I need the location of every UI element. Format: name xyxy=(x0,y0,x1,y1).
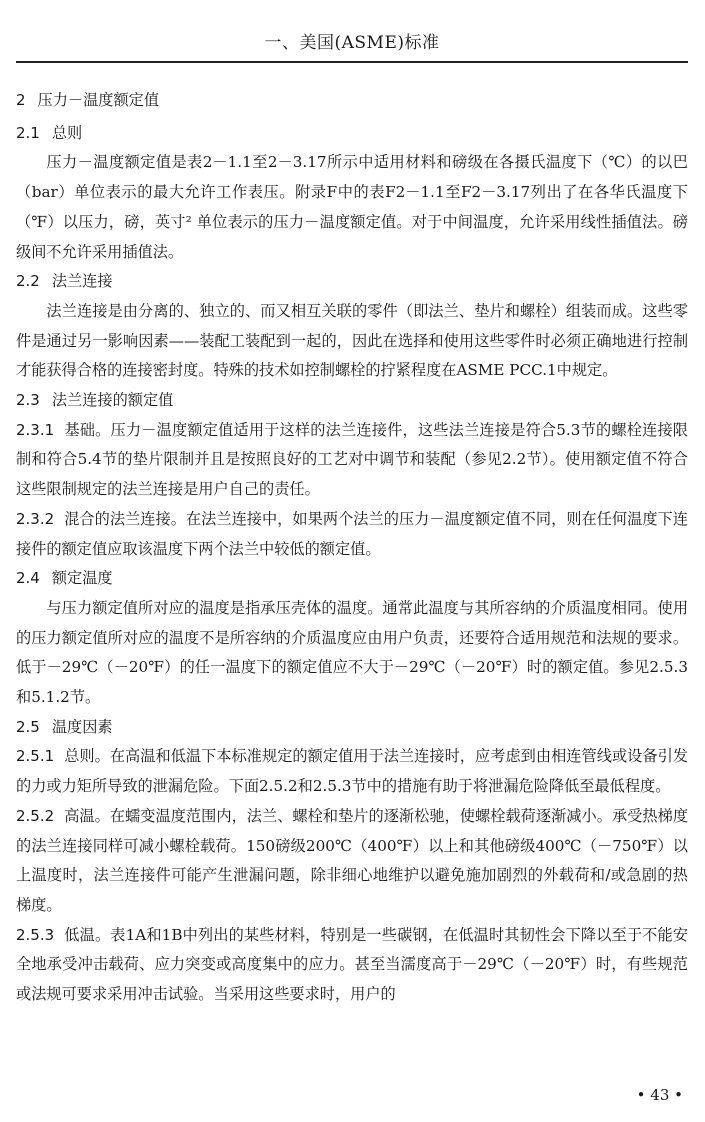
section-heading-2-4 xyxy=(16,564,688,594)
section-heading-2-5 xyxy=(16,713,688,743)
subsection-number: 2.5.3 xyxy=(16,925,55,944)
section-title: 总则 xyxy=(51,123,83,142)
running-header: 一、美国(ASME)标准 xyxy=(264,33,440,53)
subsection-text: 混合的法兰连接。在法兰连接中，如果两个法兰的压力－温度额定值不同，则在任何温度下连接件的额定值应取该温度下两个法兰中较低的额定值。 xyxy=(16,509,688,558)
section-heading-2-1 xyxy=(16,119,688,149)
section-number: 2.4 xyxy=(16,569,40,588)
subsection-text: 高温。在蠕变温度范围内，法兰、螺栓和垫片的逐渐松驰，使螺栓载荷逐渐减小。承受热梯度的法兰连接同样可减小螺栓载荷。150磅级200℃（400℉）以上和其他磅级400℃（－750℉）以上温度时，法兰连接件可能产生泄漏问题，除非细心地维护以避免施加剧烈的外载荷和/或急剧的热梯度。 xyxy=(16,806,688,914)
section-heading-2-3 xyxy=(16,386,688,416)
section-title: 额定温度 xyxy=(51,569,113,588)
section-number: 2.3 xyxy=(16,391,40,410)
subsection-text: 基础。压力－温度额定值适用于这样的法兰连接件，这些法兰连接是符合5.3节的螺栓连接限制和符合5.4节的垫片限制并且是按照良好的工艺对中调节和装配（参见2.2节）。使用额定值不符合这些限制规定的法兰连接是用户自己的责任。 xyxy=(16,420,688,499)
chapter-heading xyxy=(16,86,688,116)
section-heading-2-2 xyxy=(16,267,688,297)
page-body xyxy=(16,86,688,1010)
page-number: • 43 • xyxy=(636,1086,683,1104)
paragraph-2-5-1 xyxy=(16,742,688,801)
subsection-text: 低温。表1A和1B中列出的某些材料，特别是一些碳钢，在低温时其韧性会下降以至于不能安全地承受冲击载荷、应力突变或高度集中的应力。甚至当濡度高于－29℃（－20℉）时，有些规范或法规可要求采用冲击试验。当采用这些要求时，用户的 xyxy=(16,925,688,1004)
paragraph-2-2: 法兰连接是由分离的、独立的、而又相互关联的零件（即法兰、垫片和螺栓）组装而成。这些零件是通过另一影响因素——装配工装配到一起的，因此在选择和使用这些零件时必须正确地进行控制才能获得合格的连接密封度。特殊的技术如控制螺栓的拧紧程度在ASME PCC.1中规定。 xyxy=(16,301,688,380)
subsection-number: 2.3.2 xyxy=(16,509,55,528)
paragraph-2-5-3 xyxy=(16,921,688,1010)
section-title: 法兰连接的额定值 xyxy=(51,391,174,410)
subsection-text: 总则。在高温和低温下本标准规定的额定值用于法兰连接时，应考虑到由相连管线或设备引发的力或力矩所导致的泄漏危险。下面2.5.2和2.5.3节中的措施有助于将泄漏危险降低至最低程度。 xyxy=(16,747,688,796)
section-number: 2.2 xyxy=(16,272,40,291)
header-rule xyxy=(16,61,688,63)
chapter-number: 2 xyxy=(16,91,26,109)
section-title: 温度因素 xyxy=(51,717,113,736)
section-title: 法兰连接 xyxy=(51,272,113,291)
chapter-title: 压力－温度额定值 xyxy=(37,91,160,109)
subsection-number: 2.5.1 xyxy=(16,747,55,766)
section-number: 2.1 xyxy=(16,123,40,142)
section-number: 2.5 xyxy=(16,717,40,736)
paragraph-2-5-2 xyxy=(16,802,688,921)
paragraph-2-4: 与压力额定值所对应的温度是指承压壳体的温度。通常此温度与其所容纳的介质温度相同。使用的压力额定值所对应的温度不是所容纳的介质温度应由用户负责，还要符合适用规范和法规的要求。低于－29℃（－20℉）的任一温度下的额定值应不大于－29℃（－20℉）时的额定值。参见2.5.3和5.1.2节。 xyxy=(16,598,688,707)
paragraph-2-1: 压力－温度额定值是表2－1.1至2－3.17所示中适用材料和磅级在各摄氏温度下（℃）的以巴（bar）单位表示的最大允许工作表压。附录F中的表F2－1.1至F2－3.17列出了在各华氏温度下（℉）以压力，磅，英寸² 单位表示的压力－温度额定值。对于中间温度，允许采用线性插值法。磅级间不允许采用插值法。 xyxy=(16,153,688,261)
subsection-number: 2.3.1 xyxy=(16,420,55,439)
paragraph-2-3-2 xyxy=(16,505,688,564)
paragraph-2-3-1 xyxy=(16,416,688,505)
subsection-number: 2.5.2 xyxy=(16,806,55,825)
